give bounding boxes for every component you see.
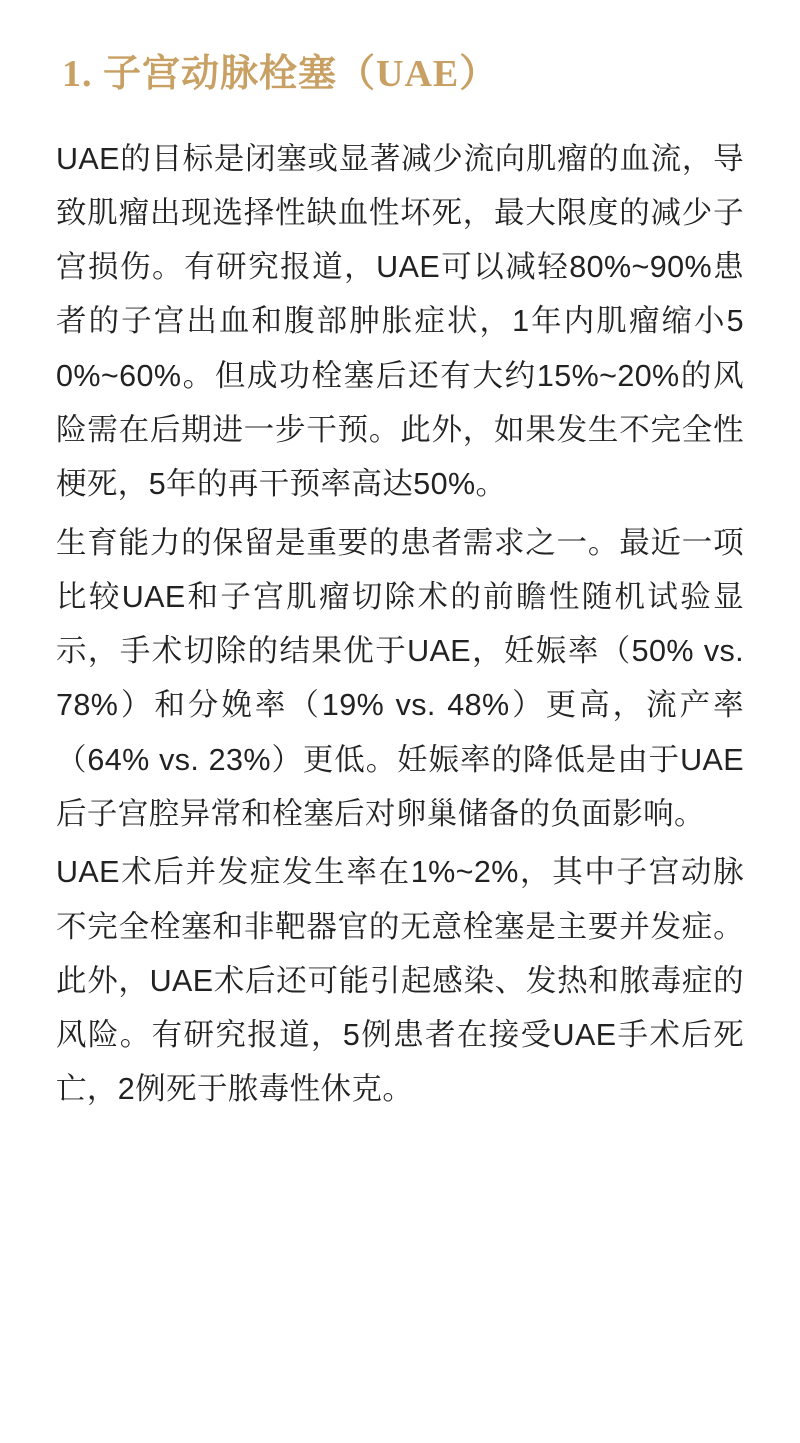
paragraph-complications: UAE术后并发症发生率在1%~2%，其中子宫动脉不完全栓塞和非靶器官的无意栓塞是主要并发症。此外，UAE术后还可能引起感染、发热和脓毒症的风险。有研究报道，5例患者在接受UAE手术后死亡，2例死于脓毒性休克。 xyxy=(56,855,744,1107)
paragraph-uae-goal: UAE的目标是闭塞或显著减少流向肌瘤的血流，导致肌瘤出现选择性缺血性坏死，最大限度的减少子宫损伤。有研究报道，UAE可以减轻80%~90%患者的子宫出血和腹部肿胀症状，1年内肌瘤缩小50%~60%。但成功栓塞后还有大约15%~20%的风险需在后期进一步干预。此外，如果发生不完全性梗死，5年的再干预率高达50%。 xyxy=(56,141,744,502)
paragraph-fertility-preservation: 生育能力的保留是重要的患者需求之一。最近一项比较UAE和子宫肌瘤切除术的前瞻性随机试验显示，手术切除的结果优于UAE，妊娠率（50% vs. 78%）和分娩率（19% vs. 48%）更高，流产率（64% vs. 23%）更低。妊娠率的降低是由于UAE后子宫腔异常和栓塞后对卵巢储备的负面影响。 xyxy=(56,525,744,831)
section-heading: 1. 子宫动脉栓塞（UAE） xyxy=(62,53,499,95)
